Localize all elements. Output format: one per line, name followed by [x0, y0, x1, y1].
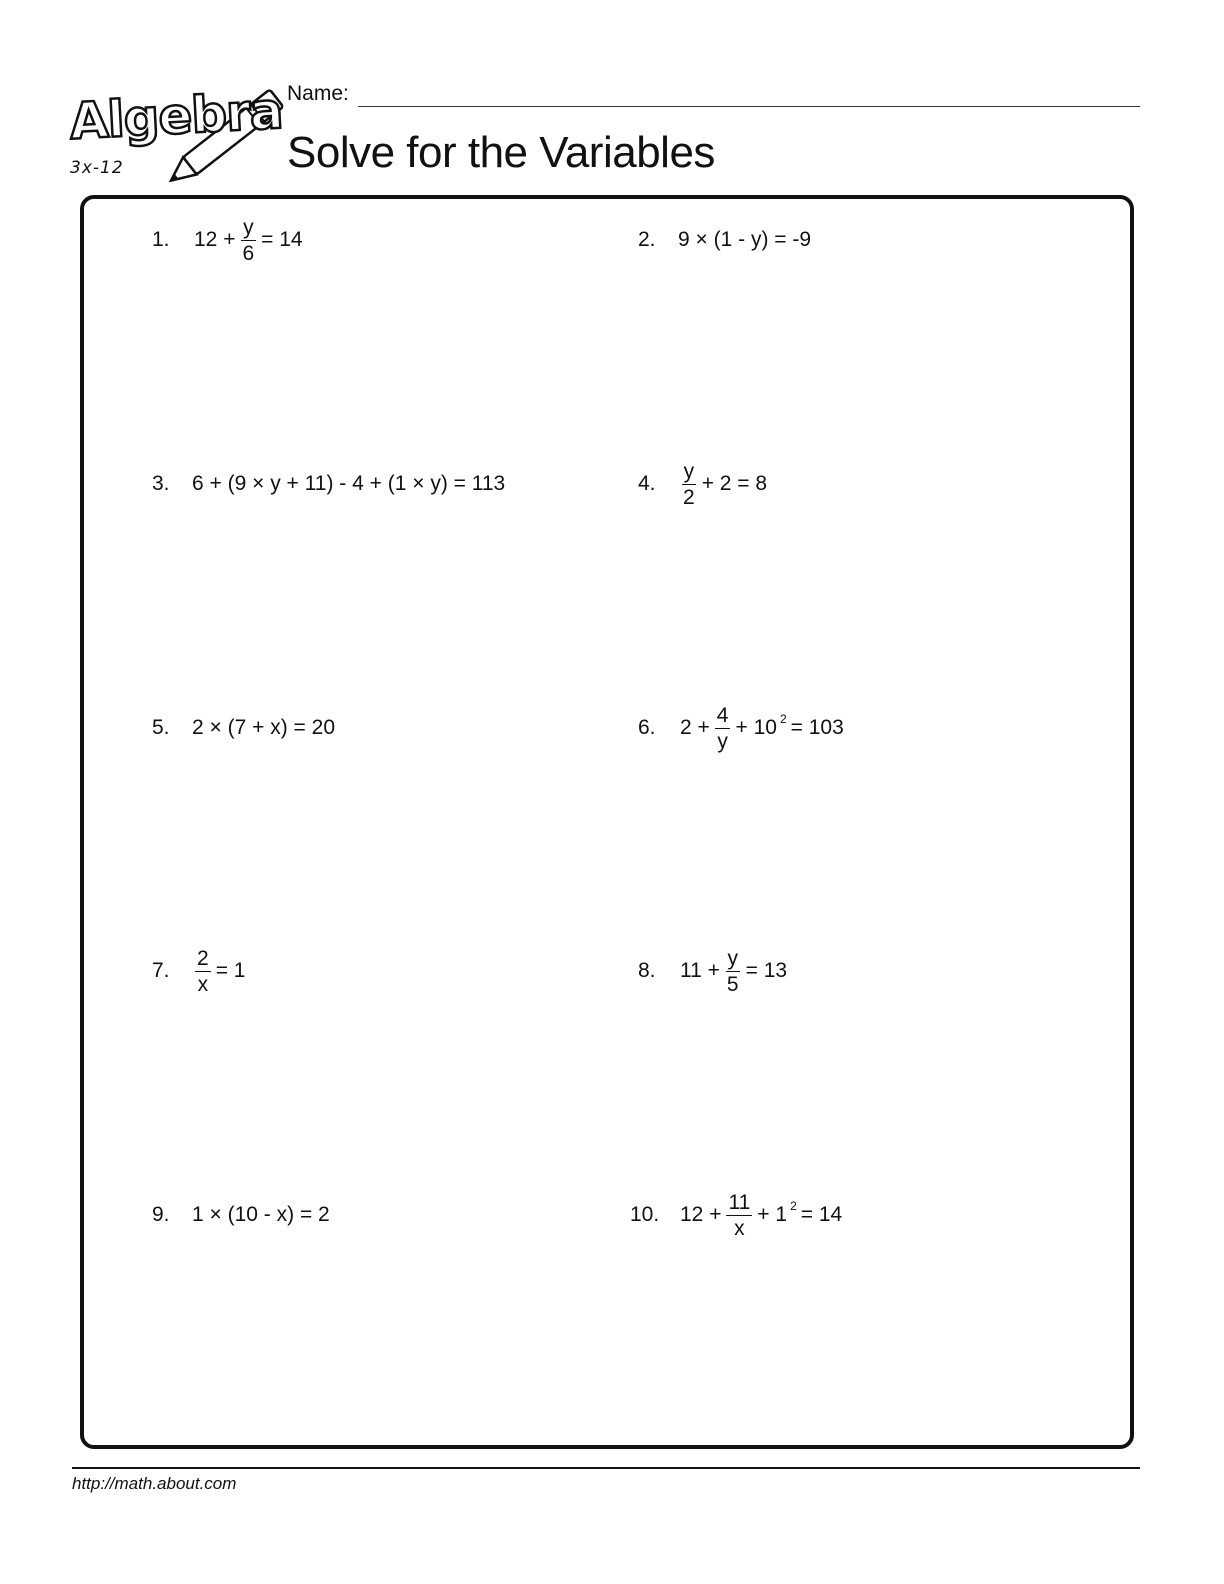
expr-part: + 2 = 8	[701, 472, 768, 495]
problem-1	[152, 210, 305, 270]
problem-8	[638, 941, 789, 1001]
numerator: y	[243, 215, 254, 239]
equation: 2 × (7 + x) = 20	[192, 716, 336, 739]
denominator: 2	[683, 485, 695, 509]
numerator: 2	[197, 946, 209, 970]
problem-number: 1.	[152, 228, 170, 251]
denominator: 6	[242, 241, 255, 265]
expr-part: 12 +	[680, 1203, 722, 1226]
problem-2	[638, 210, 811, 270]
expr-part: 2 +	[680, 716, 710, 739]
fraction	[681, 461, 697, 508]
denominator: x	[197, 972, 209, 996]
problem-number: 3.	[152, 472, 170, 495]
expr-part: 12 +	[194, 228, 236, 251]
equation: 9 × (1 - y) = -9	[678, 228, 812, 251]
numerator: y	[683, 459, 695, 483]
problem-number: 9.	[152, 1203, 170, 1226]
problem-5	[152, 698, 335, 758]
exponent: 2	[779, 712, 787, 726]
expr-part: = 103	[790, 716, 844, 739]
denominator: y	[717, 729, 728, 753]
page-title: Solve for the Variables	[287, 128, 715, 177]
problem-number: 4.	[638, 472, 656, 495]
problem-number: 8.	[638, 959, 656, 982]
problem-3	[152, 454, 505, 514]
problem-number: 6.	[638, 716, 656, 739]
denominator: 5	[726, 972, 739, 996]
fraction	[195, 948, 211, 995]
expr-part: + 10	[735, 716, 777, 739]
expr-part: = 1	[215, 959, 246, 982]
problem-10	[630, 1185, 844, 1245]
numerator: 11	[728, 1190, 751, 1214]
fraction	[240, 217, 256, 264]
problem-9	[152, 1185, 330, 1245]
problem-7	[152, 941, 247, 1001]
footer-divider	[72, 1467, 1140, 1469]
problem-4	[638, 454, 769, 514]
numerator: y	[727, 946, 738, 970]
numerator: 4	[716, 703, 729, 727]
problems-box	[80, 195, 1134, 1449]
equation: 6 + (9 × y + 11) - 4 + (1 × y) = 113	[192, 472, 506, 495]
expr-part: = 14	[261, 228, 303, 251]
logo-word: Algebra	[68, 81, 284, 151]
expr-part: 11 +	[680, 959, 720, 982]
footer-link[interactable]: http://math.about.com	[72, 1474, 237, 1493]
problem-number: 7.	[152, 959, 170, 982]
problem-number: 10.	[630, 1203, 660, 1226]
problem-number: 5.	[152, 716, 170, 739]
expr-part: = 13	[745, 959, 788, 982]
logo-subtitle: 3x-12	[70, 158, 124, 178]
name-label: Name:	[287, 82, 349, 105]
fraction	[725, 948, 741, 995]
exponent: 2	[790, 1199, 797, 1213]
fraction	[715, 705, 731, 752]
problem-number: 2.	[638, 228, 656, 251]
problem-6	[638, 698, 846, 758]
name-input-line[interactable]	[358, 106, 1140, 107]
expr-part: + 1	[757, 1203, 788, 1226]
denominator: x	[734, 1216, 745, 1240]
fraction	[726, 1192, 752, 1239]
expr-part: = 14	[800, 1203, 843, 1226]
equation: 1 × (10 - x) = 2	[192, 1203, 330, 1226]
